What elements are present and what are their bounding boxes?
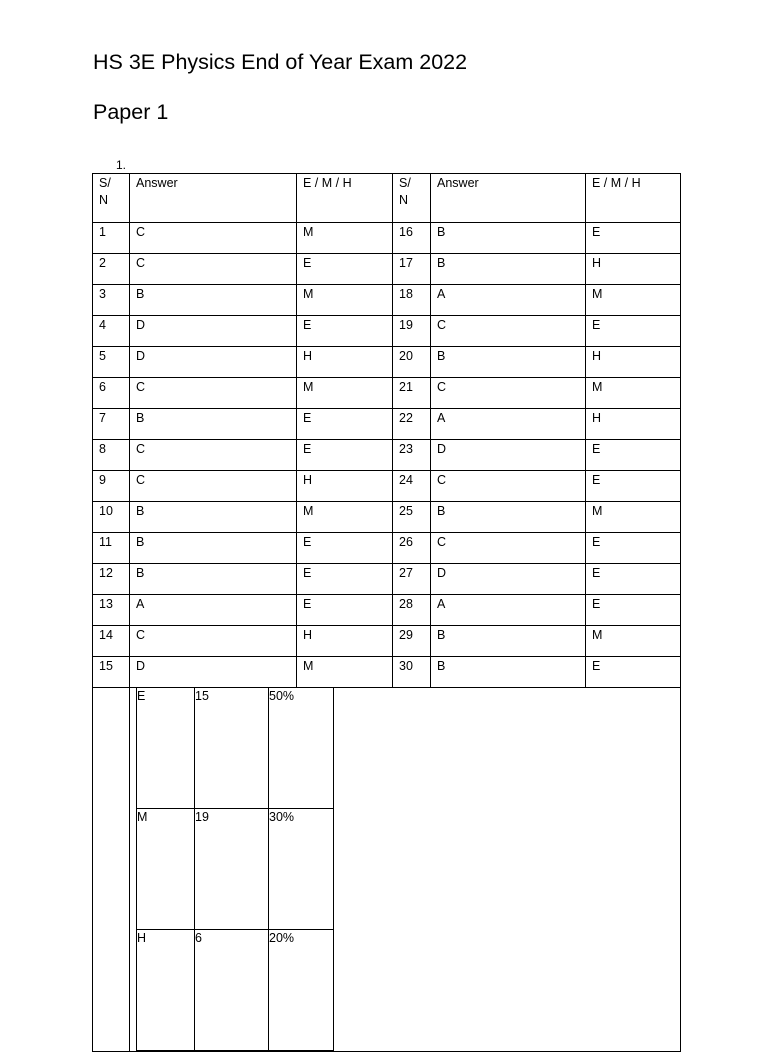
row-difficulty: M — [297, 223, 393, 254]
summary-cell — [130, 688, 681, 1052]
row-answer: C — [431, 316, 586, 347]
row-difficulty: E — [586, 533, 681, 564]
table-row — [93, 440, 681, 471]
row-answer: B — [130, 533, 297, 564]
difficulty-summary-table — [136, 688, 334, 1051]
summary-level: H — [137, 930, 195, 1051]
row-answer: D — [431, 440, 586, 471]
row-sn: 21 — [393, 378, 431, 409]
table-row — [93, 533, 681, 564]
row-sn: 28 — [393, 595, 431, 626]
row-difficulty: M — [297, 378, 393, 409]
row-answer: A — [431, 595, 586, 626]
header-difficulty: E / M / H — [586, 174, 681, 223]
document-title: HS 3E Physics End of Year Exam 2022 — [93, 50, 468, 74]
summary-level: E — [137, 688, 195, 809]
table-row — [93, 595, 681, 626]
row-difficulty: E — [586, 440, 681, 471]
row-sn: 30 — [393, 657, 431, 688]
row-answer: C — [130, 626, 297, 657]
row-difficulty: E — [586, 471, 681, 502]
row-sn: 24 — [393, 471, 431, 502]
summary-percent: 20% — [269, 930, 334, 1051]
row-difficulty: E — [297, 409, 393, 440]
row-sn: 8 — [93, 440, 130, 471]
header-difficulty: E / M / H — [297, 174, 393, 223]
row-answer: B — [431, 626, 586, 657]
row-sn: 16 — [393, 223, 431, 254]
row-sn: 3 — [93, 285, 130, 316]
row-difficulty: E — [586, 564, 681, 595]
table-row — [93, 471, 681, 502]
table-row — [93, 223, 681, 254]
summary-percent: 30% — [269, 809, 334, 930]
row-sn: 29 — [393, 626, 431, 657]
row-difficulty: E — [297, 440, 393, 471]
row-difficulty: H — [586, 254, 681, 285]
row-difficulty: H — [586, 409, 681, 440]
row-answer: B — [130, 564, 297, 595]
table-row — [93, 378, 681, 409]
summary-table-row — [137, 688, 334, 809]
table-row — [93, 347, 681, 378]
row-answer: C — [431, 533, 586, 564]
summary-count: 19 — [195, 809, 269, 930]
row-answer: B — [431, 657, 586, 688]
summary-row — [93, 688, 681, 1052]
row-answer: B — [431, 502, 586, 533]
row-difficulty: E — [297, 595, 393, 626]
row-sn: 10 — [93, 502, 130, 533]
row-sn: 4 — [93, 316, 130, 347]
row-sn: 18 — [393, 285, 431, 316]
row-answer: C — [130, 378, 297, 409]
row-answer: B — [431, 223, 586, 254]
table-row — [93, 626, 681, 657]
row-answer: D — [130, 347, 297, 378]
table-row — [93, 657, 681, 688]
row-difficulty: E — [586, 657, 681, 688]
summary-percent: 50% — [269, 688, 334, 809]
row-sn: 19 — [393, 316, 431, 347]
row-difficulty: E — [586, 595, 681, 626]
row-answer: C — [130, 254, 297, 285]
header-sn: S/N — [393, 174, 431, 223]
row-answer: B — [130, 502, 297, 533]
table-row — [93, 285, 681, 316]
row-sn: 7 — [93, 409, 130, 440]
row-sn: 25 — [393, 502, 431, 533]
row-difficulty: E — [586, 223, 681, 254]
summary-level: M — [137, 809, 195, 930]
row-answer: B — [431, 254, 586, 285]
row-difficulty: M — [297, 502, 393, 533]
row-difficulty: H — [297, 626, 393, 657]
row-difficulty: E — [297, 254, 393, 285]
row-difficulty: H — [297, 347, 393, 378]
row-answer: C — [130, 223, 297, 254]
row-difficulty: E — [586, 316, 681, 347]
row-difficulty: E — [297, 533, 393, 564]
row-answer: C — [130, 440, 297, 471]
summary-blank-cell — [93, 688, 130, 1052]
row-sn: 27 — [393, 564, 431, 595]
row-answer: B — [130, 409, 297, 440]
table-row — [93, 502, 681, 533]
row-difficulty: M — [586, 626, 681, 657]
answer-table-body — [93, 174, 681, 1052]
row-answer: D — [431, 564, 586, 595]
row-answer: A — [431, 285, 586, 316]
row-difficulty: M — [586, 378, 681, 409]
row-answer: D — [130, 316, 297, 347]
row-difficulty: H — [586, 347, 681, 378]
row-sn: 6 — [93, 378, 130, 409]
row-difficulty: M — [297, 285, 393, 316]
row-sn: 23 — [393, 440, 431, 471]
table-row — [93, 254, 681, 285]
summary-count: 15 — [195, 688, 269, 809]
row-sn: 14 — [93, 626, 130, 657]
summary-count: 6 — [195, 930, 269, 1051]
summary-table-row — [137, 930, 334, 1051]
row-sn: 9 — [93, 471, 130, 502]
header-answer: Answer — [130, 174, 297, 223]
table-header-row — [93, 174, 681, 223]
row-sn: 15 — [93, 657, 130, 688]
row-answer: D — [130, 657, 297, 688]
row-answer: C — [431, 378, 586, 409]
header-sn: S/N — [93, 174, 130, 223]
row-answer: C — [130, 471, 297, 502]
row-sn: 20 — [393, 347, 431, 378]
table-row — [93, 564, 681, 595]
row-difficulty: H — [297, 471, 393, 502]
row-sn: 12 — [93, 564, 130, 595]
row-sn: 22 — [393, 409, 431, 440]
row-answer: B — [431, 347, 586, 378]
row-sn: 2 — [93, 254, 130, 285]
summary-table-row — [137, 809, 334, 930]
row-difficulty: E — [297, 316, 393, 347]
row-sn: 17 — [393, 254, 431, 285]
row-sn: 26 — [393, 533, 431, 564]
row-answer: B — [130, 285, 297, 316]
row-sn: 11 — [93, 533, 130, 564]
row-answer: C — [431, 471, 586, 502]
row-difficulty: M — [586, 285, 681, 316]
row-sn: 1 — [93, 223, 130, 254]
row-answer: A — [130, 595, 297, 626]
row-answer: A — [431, 409, 586, 440]
row-difficulty: M — [586, 502, 681, 533]
row-difficulty: M — [297, 657, 393, 688]
row-sn: 13 — [93, 595, 130, 626]
question-number: 1. — [116, 158, 127, 172]
header-answer: Answer — [431, 174, 586, 223]
row-sn: 5 — [93, 347, 130, 378]
table-row — [93, 316, 681, 347]
answer-table — [92, 173, 681, 1052]
document-subtitle: Paper 1 — [93, 100, 169, 124]
table-row — [93, 409, 681, 440]
row-difficulty: E — [297, 564, 393, 595]
